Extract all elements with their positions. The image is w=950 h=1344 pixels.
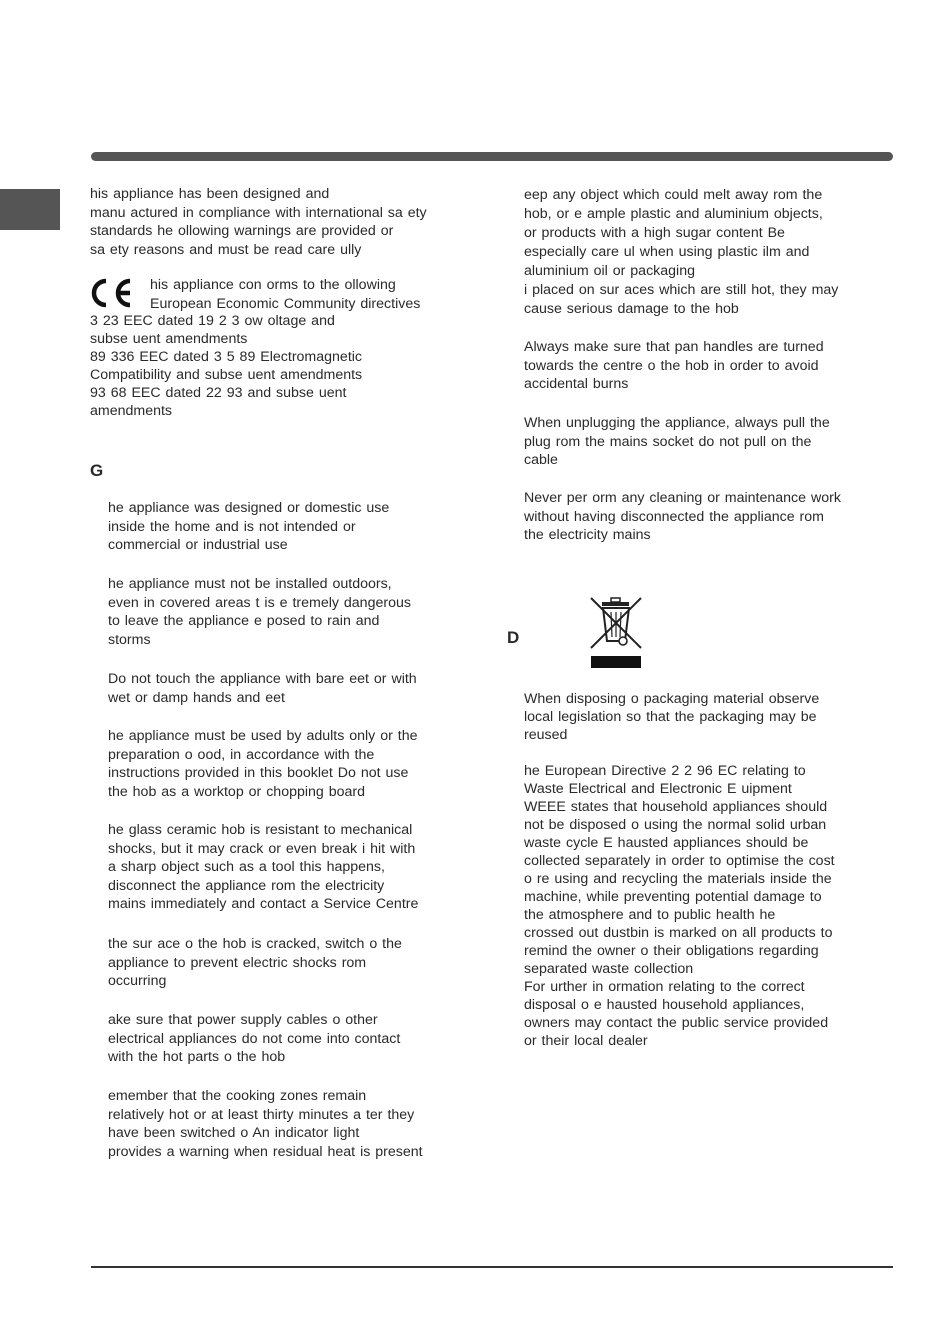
ce-mark-icon	[88, 276, 136, 310]
safety-paragraph: Always make sure that pan handles are turned towards the centre o the hob in order to avoid accidental burns	[524, 339, 824, 392]
language-tab-marker	[0, 189, 60, 230]
top-rule	[91, 152, 893, 161]
ce-conformity-text: his appliance con orms to the ollowing European Economic Community directives	[150, 277, 421, 312]
safety-paragraph: When unplugging the appliance, always pull the plug rom the mains socket do not pull on the cable	[524, 415, 830, 468]
bottom-rule	[91, 1266, 893, 1268]
safety-paragraph: the sur ace o the hob is cracked, switch o the appliance to prevent electric shocks rom occurring	[108, 936, 402, 989]
general-safety-heading: G	[90, 461, 104, 480]
safety-paragraph: ake sure that power supply cables o other electrical appliances do not come into contact with the hot parts o the hob	[108, 1012, 401, 1065]
safety-paragraph: he appliance was designed or domestic use inside the home and is not intended or commercial or industrial use	[108, 500, 390, 553]
disposal-heading: D	[507, 628, 520, 647]
safety-paragraph: he appliance must be used by adults only or the preparation o ood, in accordance with the instructions provided in this booklet Do not use the hob as a worktop or chopping board	[108, 728, 418, 800]
crossed-out-bin-icon	[588, 595, 644, 669]
safety-paragraph: Do not touch the appliance with bare eet or with wet or damp hands and eet	[108, 671, 417, 706]
safety-paragraph: he glass ceramic hob is resistant to mechanical shocks, but it may crack or even break i hit with a sharp object such as a tool this happens, disconnect the appliance rom the electricity mains immediately and contact a Service Centre	[108, 822, 419, 912]
weee-paragraph: he European Directive 2 2 96 EC relating to Waste Electrical and Electronic E uipment WEEE states that household appliances should not be disposed o using the normal solid urban waste cycle E hausted appliances should be collected separately in order to optimise the cost o re using and recycling the materials inside the machine, while preventing potential damage to the atmosphere and to public health he crossed out dustbin is marked on all products to remind the owner o their obligations regarding separated waste collection For urther in ormation relating to the correct disposal o e hausted household appliances, owners may contact the public service provided or their local dealer	[524, 763, 835, 1049]
safety-paragraph: eep any object which could melt away rom the hob, or e ample plastic and aluminium objects, or products with a high sugar content Be especially care ul when using plastic ilm and aluminium oil or packaging i placed on sur aces which are still hot, they may cause serious damage to the hob	[524, 187, 839, 317]
safety-paragraph: Never per orm any cleaning or maintenance work without having disconnected the appliance rom the electricity mains	[524, 490, 841, 543]
directives-list: 3 23 EEC dated 19 2 3 ow oltage and subse uent amendments 89 336 EEC dated 3 5 89 Electromagnetic Compatibility and subse uent amendments 93 68 EEC dated 22 93 and subse uent amendments	[90, 313, 363, 420]
safety-paragraph: he appliance must not be installed outdoors, even in covered areas t is e tremely dangerous to leave the appliance e posed to rain and storms	[108, 576, 411, 648]
intro-paragraph: his appliance has been designed and manu actured in compliance with international sa ety standards he ollowing warnings are provided or sa ety reasons and must be read care ully	[90, 186, 427, 258]
disposal-paragraph: When disposing o packaging material observe local legislation so that the packaging may be reused	[524, 691, 820, 743]
safety-paragraph: emember that the cooking zones remain relatively hot or at least thirty minutes a ter they have been switched o An indicator light provides a warning when residual heat is present	[108, 1088, 423, 1160]
